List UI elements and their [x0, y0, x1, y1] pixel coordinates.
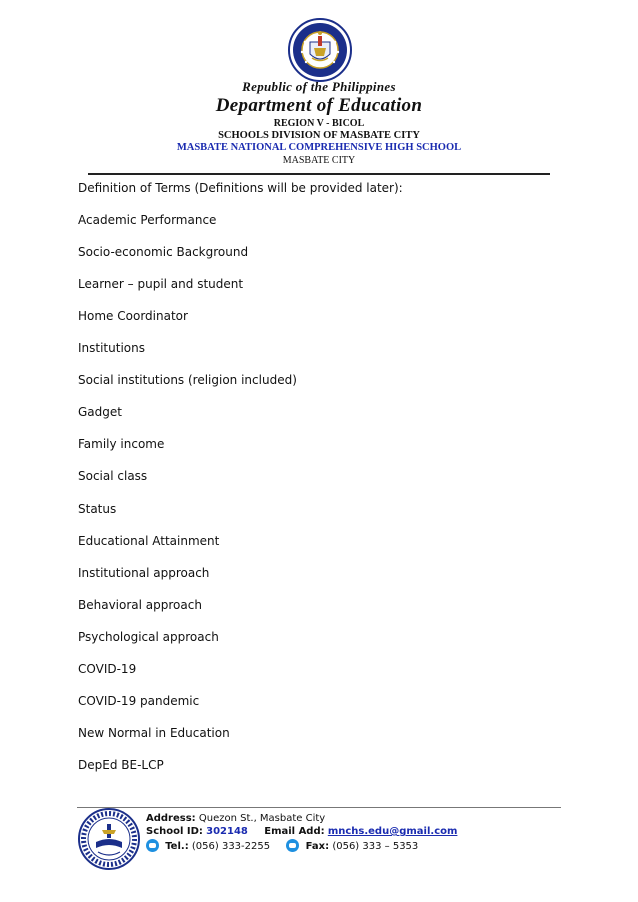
term-item: DepEd BE-LCP	[78, 758, 164, 772]
term-item: Academic Performance	[78, 213, 217, 227]
term-item: Home Coordinator	[78, 309, 188, 323]
email-label: Email Add:	[264, 826, 325, 837]
term-item: Educational Attainment	[78, 534, 220, 548]
term-item: Institutional approach	[78, 566, 210, 580]
tel-label: Tel.:	[165, 841, 189, 852]
address-label: Address:	[146, 813, 196, 824]
term-item: Behavioral approach	[78, 598, 202, 612]
term-item: Gadget	[78, 405, 122, 419]
school-id-value: 302148	[206, 826, 248, 837]
term-item: Institutions	[78, 341, 145, 355]
telephone-icon	[146, 839, 159, 852]
footer-divider	[77, 807, 561, 808]
term-item: Learner – pupil and student	[78, 277, 244, 291]
term-item: Family income	[78, 437, 165, 451]
fax-value: (056) 333 – 5353	[332, 841, 419, 852]
address-value: Quezon St., Masbate City	[198, 813, 326, 824]
school-id-line	[146, 826, 457, 837]
email-link[interactable]: mnchs.edu@gmail.com	[327, 826, 458, 837]
term-item: Status	[78, 502, 117, 516]
term-item: Social class	[78, 469, 148, 483]
fax-icon	[286, 839, 299, 852]
fax-label: Fax:	[305, 841, 330, 852]
tel-value: (056) 333-2255	[191, 841, 271, 852]
city-heading: MASBATE CITY	[282, 155, 356, 166]
division-heading: SCHOOLS DIVISION OF MASBATE CITY	[218, 130, 420, 141]
region-heading: REGION V - BICOL	[273, 118, 365, 129]
term-item: Psychological approach	[78, 630, 219, 644]
terms-heading: Definition of Terms (Definitions will be provided later):	[78, 181, 403, 195]
deped-seal-logo	[288, 18, 352, 82]
republic-heading: Republic of the Philippines	[242, 79, 396, 94]
department-heading: Department of Education	[215, 95, 423, 116]
term-item: COVID-19 pandemic	[78, 694, 200, 708]
contact-line	[146, 839, 418, 852]
school-name: MASBATE NATIONAL COMPREHENSIVE HIGH SCHOOL	[176, 142, 462, 153]
term-item: New Normal in Education	[78, 726, 230, 740]
term-item: Socio-economic Background	[78, 245, 249, 259]
term-item: Social institutions (religion included)	[78, 373, 297, 387]
header-divider	[88, 173, 550, 175]
term-item: COVID-19	[78, 662, 137, 676]
school-seal-logo	[78, 808, 140, 870]
address-line	[146, 813, 325, 824]
school-id-label: School ID:	[146, 826, 203, 837]
